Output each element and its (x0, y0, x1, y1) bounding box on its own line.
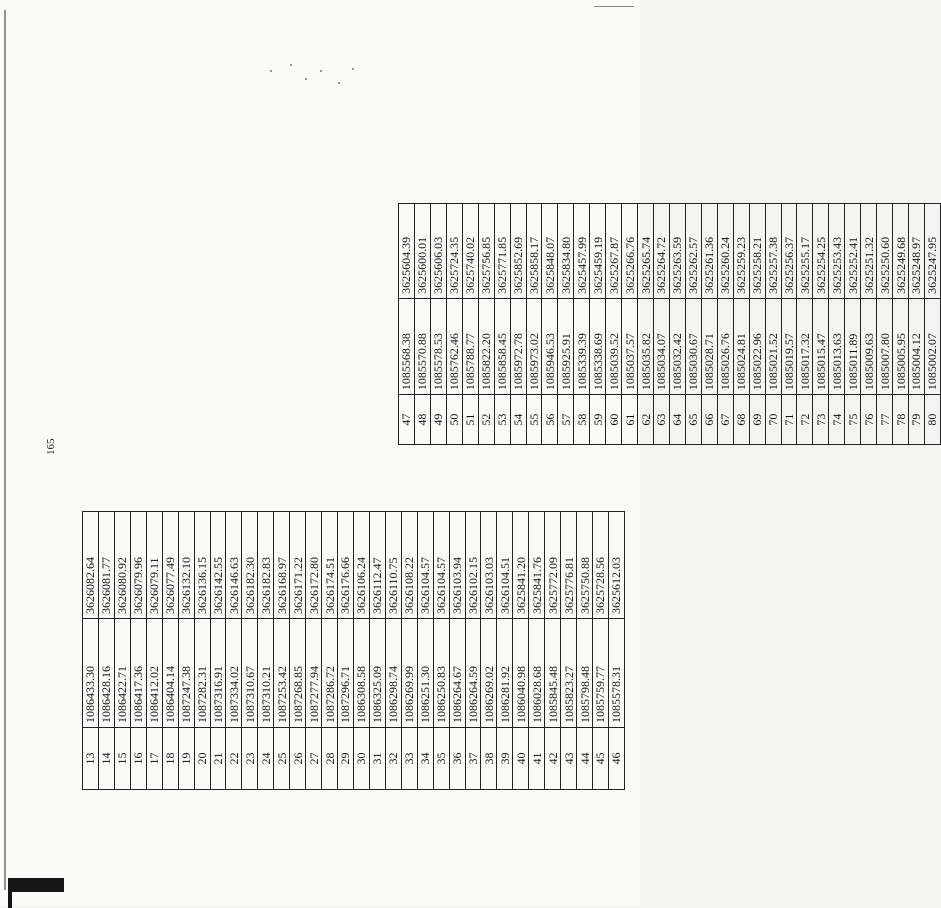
table-row (526, 204, 542, 445)
x-coordinate-cell: 1087286.72 (322, 619, 338, 728)
table-row (829, 204, 845, 445)
y-coordinate-cell: 3625750.88 (577, 512, 593, 619)
y-coordinate-cell: 3626106.24 (353, 512, 369, 619)
coordinate-table (82, 511, 625, 790)
y-coordinate-cell: 3625259.23 (733, 204, 749, 299)
y-coordinate-cell: 3626110.75 (385, 512, 401, 619)
point-number-cell: 65 (685, 395, 701, 445)
y-coordinate-cell: 3626102.15 (465, 512, 481, 619)
x-coordinate-cell: 1086412.02 (146, 619, 162, 728)
point-number-cell: 59 (590, 395, 606, 445)
x-coordinate-cell: 1086281.92 (497, 619, 513, 728)
x-coordinate-cell: 1085007.80 (877, 298, 893, 394)
point-number-cell: 25 (274, 728, 290, 790)
x-coordinate-cell: 1085034.07 (654, 298, 670, 394)
table-row (593, 512, 609, 790)
y-coordinate-cell: 3626077.49 (162, 512, 178, 619)
x-coordinate-cell: 1087296.71 (338, 619, 354, 728)
y-coordinate-cell: 3626132.10 (178, 512, 194, 619)
table-row (194, 512, 210, 790)
table-row (497, 512, 513, 790)
point-number-cell: 51 (462, 395, 478, 445)
y-coordinate-cell: 3625256.37 (781, 204, 797, 299)
y-coordinate-cell: 3625253.43 (829, 204, 845, 299)
table-row (414, 204, 430, 445)
point-number-cell: 76 (861, 395, 877, 445)
x-coordinate-cell: 1086433.30 (83, 619, 99, 728)
x-coordinate-cell: 1085030.67 (685, 298, 701, 394)
scan-speckle (305, 78, 307, 80)
x-coordinate-cell: 1085578.53 (430, 298, 446, 394)
table-row (765, 204, 781, 445)
x-coordinate-cell: 1087334.02 (226, 619, 242, 728)
x-coordinate-cell: 1086040.98 (513, 619, 529, 728)
y-coordinate-cell: 3626103.03 (481, 512, 497, 619)
y-coordinate-cell: 3626080.92 (114, 512, 130, 619)
x-coordinate-cell: 1086308.58 (353, 619, 369, 728)
point-number-cell: 79 (909, 395, 925, 445)
point-number-cell: 78 (893, 395, 909, 445)
point-number-cell: 40 (513, 728, 529, 790)
y-coordinate-cell: 3625260.24 (717, 204, 733, 299)
point-number-cell: 54 (510, 395, 526, 445)
table-row (893, 204, 909, 445)
x-coordinate-cell: 1086264.67 (449, 619, 465, 728)
coordinate-table-left (82, 511, 625, 790)
y-coordinate-cell: 3625267.87 (606, 204, 622, 299)
y-coordinate-cell: 3626146.63 (226, 512, 242, 619)
y-coordinate-cell: 3625600.01 (414, 204, 430, 299)
point-number-cell: 69 (749, 395, 765, 445)
table-row (749, 204, 765, 445)
y-coordinate-cell: 3625772.09 (545, 512, 561, 619)
point-number-cell: 38 (481, 728, 497, 790)
x-coordinate-cell: 1085946.53 (542, 298, 558, 394)
y-coordinate-cell: 3625459.19 (590, 204, 606, 299)
point-number-cell: 36 (449, 728, 465, 790)
point-number-cell: 24 (258, 728, 274, 790)
y-coordinate-cell: 3626108.22 (401, 512, 417, 619)
y-coordinate-cell: 3626079.11 (146, 512, 162, 619)
x-coordinate-cell: 1085024.81 (733, 298, 749, 394)
x-coordinate-cell: 1086404.14 (162, 619, 178, 728)
y-coordinate-cell: 3626142.55 (210, 512, 226, 619)
y-coordinate-cell: 3625841.76 (529, 512, 545, 619)
table-row (561, 512, 577, 790)
point-number-cell: 63 (654, 395, 670, 445)
point-number-cell: 16 (130, 728, 146, 790)
y-coordinate-cell: 3625728.56 (593, 512, 609, 619)
table-row (558, 204, 574, 445)
y-coordinate-cell: 3626136.15 (194, 512, 210, 619)
table-row (353, 512, 369, 790)
table-row (909, 204, 925, 445)
table-row (701, 204, 717, 445)
coordinate-table (398, 203, 941, 445)
table-row (608, 512, 624, 790)
point-number-cell: 15 (114, 728, 130, 790)
table-row (446, 204, 462, 445)
point-number-cell: 71 (781, 395, 797, 445)
point-number-cell: 32 (385, 728, 401, 790)
x-coordinate-cell: 1085021.52 (765, 298, 781, 394)
x-coordinate-cell: 1085009.63 (861, 298, 877, 394)
x-coordinate-cell: 1085822.20 (478, 298, 494, 394)
table-row (542, 204, 558, 445)
point-number-cell: 45 (593, 728, 609, 790)
table-row (258, 512, 274, 790)
table-row (306, 512, 322, 790)
point-number-cell: 75 (845, 395, 861, 445)
x-coordinate-cell: 1085013.63 (829, 298, 845, 394)
point-number-cell: 26 (290, 728, 306, 790)
table-row (178, 512, 194, 790)
y-coordinate-cell: 3625756.85 (478, 204, 494, 299)
x-coordinate-cell: 1085925.91 (558, 298, 574, 394)
y-coordinate-cell: 3625264.72 (654, 204, 670, 299)
y-coordinate-cell: 3625255.17 (797, 204, 813, 299)
y-coordinate-cell: 3626104.57 (433, 512, 449, 619)
point-number-cell: 39 (497, 728, 513, 790)
table-row (638, 204, 654, 445)
point-number-cell: 53 (494, 395, 510, 445)
table-row (685, 204, 701, 445)
table-row (369, 512, 385, 790)
y-coordinate-cell: 3626171.22 (290, 512, 306, 619)
x-coordinate-cell: 1087310.21 (258, 619, 274, 728)
table-row (781, 204, 797, 445)
y-coordinate-cell: 3625257.38 (765, 204, 781, 299)
y-coordinate-cell: 3625258.21 (749, 204, 765, 299)
y-coordinate-cell: 3625604.39 (399, 204, 415, 299)
x-coordinate-cell: 1085973.02 (526, 298, 542, 394)
x-coordinate-cell: 1085568.38 (399, 298, 415, 394)
x-coordinate-cell: 1086269.02 (481, 619, 497, 728)
x-coordinate-cell: 1086269.99 (401, 619, 417, 728)
x-coordinate-cell: 1086325.09 (369, 619, 385, 728)
y-coordinate-cell: 3625776.81 (561, 512, 577, 619)
scan-speckle (338, 82, 340, 84)
point-number-cell: 64 (669, 395, 685, 445)
table-row (242, 512, 258, 790)
table-row (226, 512, 242, 790)
y-coordinate-cell: 3625612.03 (608, 512, 624, 619)
point-number-cell: 23 (242, 728, 258, 790)
y-coordinate-cell: 3625254.25 (813, 204, 829, 299)
point-number-cell: 29 (338, 728, 354, 790)
scan-edge-rule (594, 6, 634, 7)
x-coordinate-cell: 1085762.46 (446, 298, 462, 394)
y-coordinate-cell: 3625834.80 (558, 204, 574, 299)
table-row (481, 512, 497, 790)
y-coordinate-cell: 3626081.77 (98, 512, 114, 619)
scan-speckle (270, 70, 272, 72)
y-coordinate-cell: 3626103.94 (449, 512, 465, 619)
point-number-cell: 21 (210, 728, 226, 790)
x-coordinate-cell: 1085578.31 (608, 619, 624, 728)
table-row (462, 204, 478, 445)
table-row (114, 512, 130, 790)
y-coordinate-cell: 3625740.02 (462, 204, 478, 299)
y-coordinate-cell: 3626104.57 (417, 512, 433, 619)
table-row (385, 512, 401, 790)
y-coordinate-cell: 3625251.32 (861, 204, 877, 299)
table-row (574, 204, 590, 445)
y-coordinate-cell: 3625841.20 (513, 512, 529, 619)
point-number-cell: 55 (526, 395, 542, 445)
x-coordinate-cell: 1087247.38 (178, 619, 194, 728)
point-number-cell: 50 (446, 395, 462, 445)
y-coordinate-cell: 3625262.57 (685, 204, 701, 299)
y-coordinate-cell: 3625249.68 (893, 204, 909, 299)
point-number-cell: 58 (574, 395, 590, 445)
point-number-cell: 30 (353, 728, 369, 790)
table-row (877, 204, 893, 445)
table-row (162, 512, 178, 790)
x-coordinate-cell: 1085759.77 (593, 619, 609, 728)
point-number-cell: 28 (322, 728, 338, 790)
x-coordinate-cell: 1085005.95 (893, 298, 909, 394)
y-coordinate-cell: 3625247.95 (924, 204, 940, 299)
table-row (274, 512, 290, 790)
point-number-cell: 80 (924, 395, 940, 445)
scan-corner-mark (8, 878, 64, 892)
x-coordinate-cell: 1087310.67 (242, 619, 258, 728)
point-number-cell: 35 (433, 728, 449, 790)
point-number-cell: 42 (545, 728, 561, 790)
x-coordinate-cell: 1085845.48 (545, 619, 561, 728)
x-coordinate-cell: 1086250.83 (433, 619, 449, 728)
point-number-cell: 34 (417, 728, 433, 790)
table-row (401, 512, 417, 790)
y-coordinate-cell: 3626168.97 (274, 512, 290, 619)
x-coordinate-cell: 1087282.31 (194, 619, 210, 728)
point-number-cell: 46 (608, 728, 624, 790)
y-coordinate-cell: 3626082.64 (83, 512, 99, 619)
x-coordinate-cell: 1085028.71 (701, 298, 717, 394)
binding-edge (4, 10, 6, 890)
table-row (98, 512, 114, 790)
point-number-cell: 66 (701, 395, 717, 445)
y-coordinate-cell: 3625265.74 (638, 204, 654, 299)
x-coordinate-cell: 1085972.78 (510, 298, 526, 394)
x-coordinate-cell: 1085032.42 (669, 298, 685, 394)
x-coordinate-cell: 1085015.47 (813, 298, 829, 394)
x-coordinate-cell: 1086417.36 (130, 619, 146, 728)
point-number-cell: 74 (829, 395, 845, 445)
y-coordinate-cell: 3625250.60 (877, 204, 893, 299)
table-row (813, 204, 829, 445)
point-number-cell: 20 (194, 728, 210, 790)
table-row (399, 204, 415, 445)
x-coordinate-cell: 1085339.39 (574, 298, 590, 394)
y-coordinate-cell: 3625266.76 (622, 204, 638, 299)
x-coordinate-cell: 1086264.59 (465, 619, 481, 728)
point-number-cell: 72 (797, 395, 813, 445)
table-row (529, 512, 545, 790)
point-number-cell: 61 (622, 395, 638, 445)
table-row (845, 204, 861, 445)
x-coordinate-cell: 1086428.16 (98, 619, 114, 728)
table-row (669, 204, 685, 445)
x-coordinate-cell: 1085039.52 (606, 298, 622, 394)
y-coordinate-cell: 3626112.47 (369, 512, 385, 619)
table-row (577, 512, 593, 790)
point-number-cell: 31 (369, 728, 385, 790)
y-coordinate-cell: 3625771.85 (494, 204, 510, 299)
x-coordinate-cell: 1087277.94 (306, 619, 322, 728)
table-row (338, 512, 354, 790)
point-number-cell: 62 (638, 395, 654, 445)
x-coordinate-cell: 1085035.82 (638, 298, 654, 394)
table-row (130, 512, 146, 790)
x-coordinate-cell: 1085823.27 (561, 619, 577, 728)
point-number-cell: 70 (765, 395, 781, 445)
point-number-cell: 33 (401, 728, 417, 790)
y-coordinate-cell: 3625261.36 (701, 204, 717, 299)
point-number-cell: 22 (226, 728, 242, 790)
table-row (513, 512, 529, 790)
y-coordinate-cell: 3625248.97 (909, 204, 925, 299)
y-coordinate-cell: 3625858.17 (526, 204, 542, 299)
table-row (449, 512, 465, 790)
point-number-cell: 57 (558, 395, 574, 445)
x-coordinate-cell: 1086028.68 (529, 619, 545, 728)
table-row (717, 204, 733, 445)
x-coordinate-cell: 1085022.96 (749, 298, 765, 394)
point-number-cell: 47 (399, 395, 415, 445)
x-coordinate-cell: 1085026.76 (717, 298, 733, 394)
point-number-cell: 13 (83, 728, 99, 790)
x-coordinate-cell: 1086251.30 (417, 619, 433, 728)
table-row (433, 512, 449, 790)
point-number-cell: 17 (146, 728, 162, 790)
page-number: 165 (45, 438, 57, 455)
y-coordinate-cell: 3625848.07 (542, 204, 558, 299)
point-number-cell: 77 (877, 395, 893, 445)
y-coordinate-cell: 3626174.51 (322, 512, 338, 619)
table-row (478, 204, 494, 445)
x-coordinate-cell: 1085017.32 (797, 298, 813, 394)
x-coordinate-cell: 1085019.57 (781, 298, 797, 394)
point-number-cell: 68 (733, 395, 749, 445)
table-row (733, 204, 749, 445)
y-coordinate-cell: 3626079.96 (130, 512, 146, 619)
table-row (797, 204, 813, 445)
table-row (430, 204, 446, 445)
x-coordinate-cell: 1085798.48 (577, 619, 593, 728)
table-row (622, 204, 638, 445)
scan-speckle (320, 70, 322, 72)
y-coordinate-cell: 3626176.66 (338, 512, 354, 619)
y-coordinate-cell: 3626172.80 (306, 512, 322, 619)
y-coordinate-cell: 3625852.69 (510, 204, 526, 299)
y-coordinate-cell: 3626182.30 (242, 512, 258, 619)
y-coordinate-cell: 3625252.41 (845, 204, 861, 299)
point-number-cell: 73 (813, 395, 829, 445)
table-row (465, 512, 481, 790)
y-coordinate-cell: 3625263.59 (669, 204, 685, 299)
x-coordinate-cell: 1085037.57 (622, 298, 638, 394)
point-number-cell: 41 (529, 728, 545, 790)
table-row (510, 204, 526, 445)
table-row (83, 512, 99, 790)
table-row (861, 204, 877, 445)
coordinate-table-right (398, 203, 941, 445)
point-number-cell: 37 (465, 728, 481, 790)
scan-speckle (290, 64, 292, 66)
table-row (924, 204, 940, 445)
x-coordinate-cell: 1087268.85 (290, 619, 306, 728)
table-row (494, 204, 510, 445)
x-coordinate-cell: 1085858.45 (494, 298, 510, 394)
x-coordinate-cell: 1085338.69 (590, 298, 606, 394)
x-coordinate-cell: 1085002.07 (924, 298, 940, 394)
point-number-cell: 60 (606, 395, 622, 445)
point-number-cell: 49 (430, 395, 446, 445)
point-number-cell: 43 (561, 728, 577, 790)
x-coordinate-cell: 1086298.74 (385, 619, 401, 728)
point-number-cell: 19 (178, 728, 194, 790)
table-row (590, 204, 606, 445)
table-row (417, 512, 433, 790)
point-number-cell: 44 (577, 728, 593, 790)
table-row (654, 204, 670, 445)
table-row (290, 512, 306, 790)
x-coordinate-cell: 1087253.42 (274, 619, 290, 728)
table-row (322, 512, 338, 790)
point-number-cell: 52 (478, 395, 494, 445)
x-coordinate-cell: 1085788.77 (462, 298, 478, 394)
table-row (146, 512, 162, 790)
x-coordinate-cell: 1085011.89 (845, 298, 861, 394)
point-number-cell: 56 (542, 395, 558, 445)
y-coordinate-cell: 3626104.51 (497, 512, 513, 619)
point-number-cell: 27 (306, 728, 322, 790)
point-number-cell: 14 (98, 728, 114, 790)
table-row (606, 204, 622, 445)
table-row (545, 512, 561, 790)
x-coordinate-cell: 1086422.71 (114, 619, 130, 728)
table-row (210, 512, 226, 790)
y-coordinate-cell: 3625457.99 (574, 204, 590, 299)
point-number-cell: 48 (414, 395, 430, 445)
y-coordinate-cell: 3626182.83 (258, 512, 274, 619)
x-coordinate-cell: 1085004.12 (909, 298, 925, 394)
x-coordinate-cell: 1085570.88 (414, 298, 430, 394)
y-coordinate-cell: 3625606.03 (430, 204, 446, 299)
point-number-cell: 67 (717, 395, 733, 445)
y-coordinate-cell: 3625724.35 (446, 204, 462, 299)
x-coordinate-cell: 1087316.91 (210, 619, 226, 728)
point-number-cell: 18 (162, 728, 178, 790)
scan-speckle (352, 68, 354, 70)
